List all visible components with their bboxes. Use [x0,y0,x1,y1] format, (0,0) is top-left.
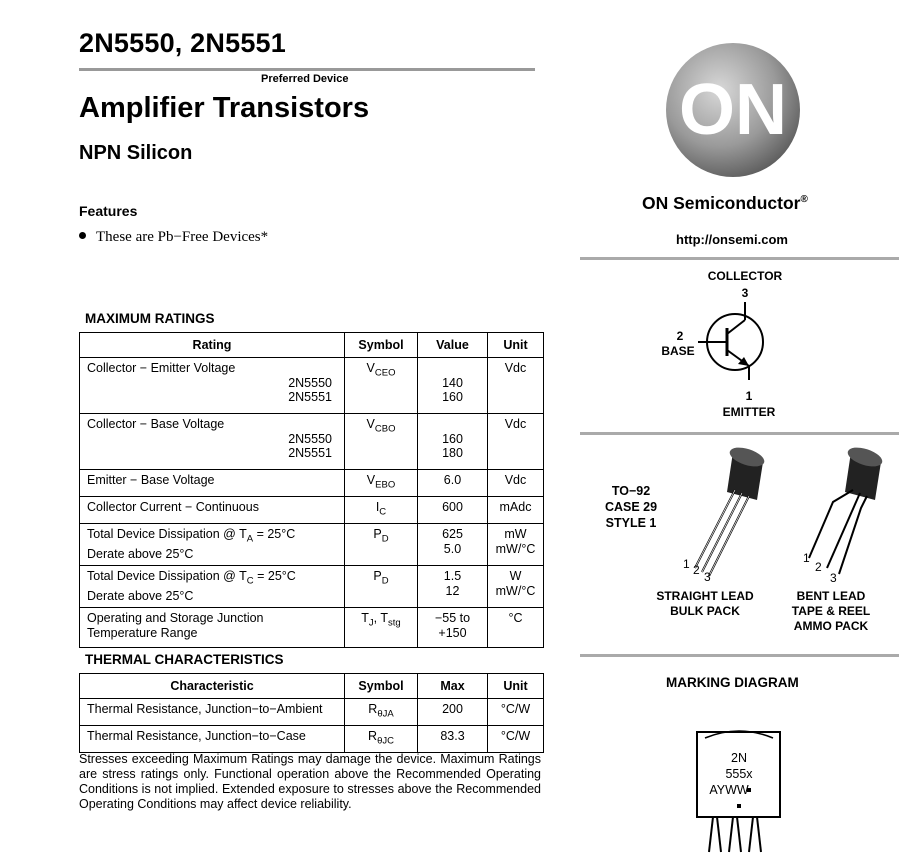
unit: Vdc [504,417,527,431]
collector-pin: 3 [741,286,749,300]
marking-line: 555x [725,767,753,781]
symbol: $V_{CBO}$ [366,417,396,435]
column-header: Symbol [345,674,418,699]
symbol: $T_J$, $T_{stg}$ [361,611,401,629]
npn-schematic [650,262,820,424]
column-header: Max [418,674,488,699]
table-row [80,726,544,753]
unit: mW [504,527,527,541]
rating-name: Operating and Storage Junction [87,611,264,625]
divider [580,257,899,260]
part-number-title: 2N5550, 2N5551 [79,28,286,58]
divider [580,654,899,657]
pin-label: 1 [803,551,810,565]
value: 140 [442,375,463,390]
pin-label: 2 [693,563,700,577]
symbol: $P_D$ [373,569,389,587]
rating-derate: Derate above 25°C [87,547,194,561]
symbol: $V_{EBO}$ [366,473,396,491]
thermal-table [79,673,544,753]
table-row [80,608,544,648]
device-variant: 2N5551 [288,390,332,404]
max-value: 200 [442,702,463,716]
marking-diagram-heading: MARKING DIAGRAM [666,675,799,690]
table-row [80,566,544,608]
value: −55 to +150 [434,611,471,640]
rating-derate: Derate above 25°C [87,589,194,603]
column-header: Rating [80,333,345,358]
document-title: Amplifier Transistors [79,92,370,124]
straight-lead-label: STRAIGHT LEAD BULK PACK [656,589,754,618]
unit: °C [508,611,523,625]
unit: mW/°C [495,583,536,598]
rating-name: Emitter − Base Voltage [87,473,215,487]
unit: W [509,569,522,583]
preferred-device-label: Preferred Device [261,73,349,85]
unit: Vdc [504,361,527,375]
symbol: $I_C$ [375,500,387,518]
pin-label: 3 [830,571,837,585]
column-header: Unit [488,333,544,358]
bullet-icon [79,232,86,239]
bent-lead-package-icon [795,440,900,585]
document-subtitle: NPN Silicon [79,142,193,164]
characteristic: Thermal Resistance, Junction−to−Ambient [87,702,323,716]
unit: mW/°C [495,541,536,556]
emitter-label: EMITTER [722,405,776,419]
value: 12 [445,583,460,598]
logo-text: ON [679,70,787,150]
symbol: $R_{\theta JC}$ [368,729,394,747]
unit: °C/W [500,702,531,716]
collector-label: COLLECTOR [707,269,783,283]
table-row [80,699,544,726]
device-variant: 2N5551 [288,446,332,460]
max-ratings-heading: MAXIMUM RATINGS [85,311,215,326]
table-row [80,524,544,566]
column-header: Value [418,333,488,358]
base-label: BASE [661,344,695,358]
max-ratings-table [79,332,544,648]
feature-item [79,229,268,246]
rating-name: Collector − Base Voltage [87,417,225,431]
rating-name: Collector − Emitter Voltage [87,361,236,375]
value: 600 [442,500,463,514]
pin-label: 1 [683,557,690,571]
table-row [80,470,544,497]
pin-label: 3 [704,570,711,584]
max-value: 83.3 [440,729,465,743]
table-header-row [80,674,544,699]
marking-line: AYWW [709,783,749,797]
symbol: $V_{CEO}$ [366,361,396,379]
value: 1.5 [443,569,462,583]
emitter-pin: 1 [745,389,753,403]
value: 625 [442,527,463,541]
unit: mAdc [499,500,532,514]
marking-line: 2N [731,751,747,765]
feature-text: These are Pb−Free Devices* [96,229,269,245]
website-link[interactable]: http://onsemi.com [676,232,788,247]
straight-lead-package-icon [675,440,775,585]
device-variant: 2N5550 [288,375,332,390]
pin-label: 2 [815,560,822,574]
table-row [80,358,544,414]
unit: °C/W [500,729,531,743]
table-row [80,414,544,470]
column-header: Unit [488,674,544,699]
brand-name: ON Semiconductor® [642,193,808,213]
characteristic: Thermal Resistance, Junction−to−Case [87,729,306,743]
title-rule [79,68,535,71]
stress-notice: Stresses exceeding Maximum Ratings may damage the device. Maximum Ratings are stress ratings only. Functional operation above the Recommended Operating Conditions is not implied. Extended exposure to stresses above the Recommended Operating Conditions may affect device reliability. [79,752,541,811]
on-logo [663,40,803,180]
rating-name: Total Device Dissipation @ $T_A = 25^\circ C$ [87,527,296,545]
value: 160 [442,390,463,404]
column-header: Symbol [345,333,418,358]
base-pin: 2 [676,329,684,343]
package-name: TO−92 CASE 29 STYLE 1 [604,484,658,530]
table-header-row [80,333,544,358]
value: 180 [442,446,463,460]
symbol: $R_{\theta JA}$ [368,702,394,720]
bent-lead-label: BENT LEAD TAPE & REEL AMMO PACK [791,589,871,633]
table-row [80,497,544,524]
marking-diagram [695,730,783,855]
value: 6.0 [443,473,462,487]
features-heading: Features [79,203,138,219]
thermal-heading: THERMAL CHARACTERISTICS [85,652,284,667]
rating-name: Collector Current − Continuous [87,500,259,514]
device-variant: 2N5550 [288,431,332,446]
divider [580,432,899,435]
rating-name-cont: Temperature Range [87,625,198,640]
unit: Vdc [504,473,527,487]
symbol: $P_D$ [373,527,389,545]
value: 5.0 [443,541,462,556]
column-header: Characteristic [80,674,345,699]
value: 160 [442,431,463,446]
rating-name: Total Device Dissipation @ $T_C = 25^\circ C$ [87,569,296,587]
